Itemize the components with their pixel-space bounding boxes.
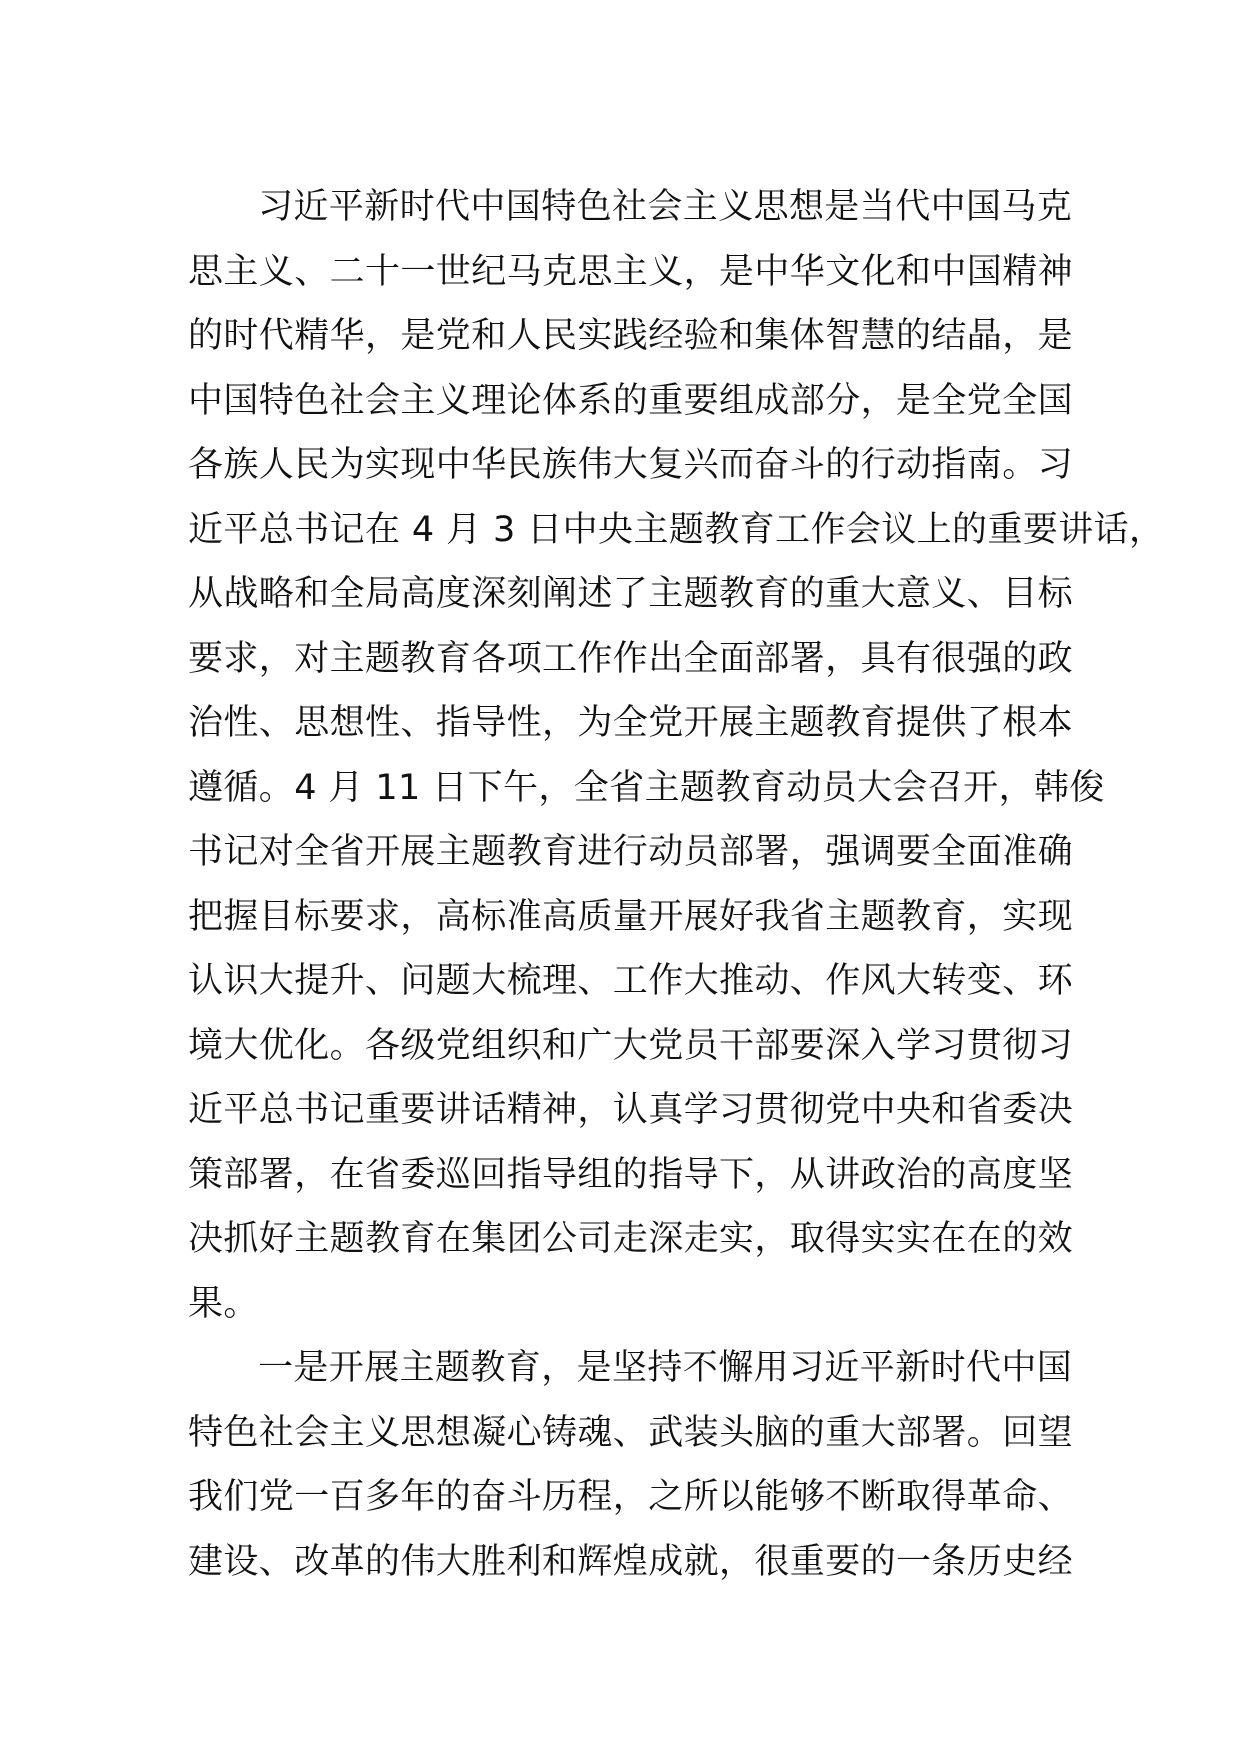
paragraph-line: 果。 — [188, 1283, 259, 1324]
paragraph-line: 思主义、二十一世纪马克思主义，是中华文化和中国精神 — [188, 251, 1074, 292]
paragraph-line: 决抓好主题教育在集团公司走深走实，取得实实在在的效 — [188, 1219, 1074, 1259]
paragraph-line: 境大优化。各级党组织和广大党员干部要深入学习贯彻习 — [188, 1025, 1074, 1066]
paragraph-line: 近平总书记重要讲话精神，认真学习贯彻党中央和省委决 — [188, 1090, 1074, 1130]
paragraph-line: 中国特色社会主义理论体系的重要组成部分，是全党全国 — [188, 380, 1074, 421]
paragraph-line: 我们党一百多年的奋斗历程，之所以能够不断取得革命、 — [188, 1477, 1074, 1517]
paragraph-line: 一是开展主题教育，是坚持不懈用习近平新时代中国 — [258, 1348, 1073, 1388]
paragraph-line: 策部署，在省委巡回指导组的指导下，从讲政治的高度坚 — [188, 1154, 1074, 1195]
paragraph-line: 的时代精华，是党和人民实践经验和集体智慧的结晶，是 — [188, 316, 1074, 356]
paragraph-line: 治性、思想性、指导性，为全党开展主题教育提供了根本 — [188, 703, 1074, 743]
paragraph-line: 近平总书记在 4 月 3 日中央主题教育工作会议上的重要讲话， — [188, 509, 1165, 550]
paragraph-line: 各族人民为实现中华民族伟大复兴而奋斗的行动指南。习 — [188, 445, 1074, 485]
paragraph-line: 特色社会主义思想凝心铸魂、武装头脑的重大部署。回望 — [188, 1412, 1074, 1453]
body-text — [188, 175, 1165, 1594]
paragraph-line: 从战略和全局高度深刻阐述了主题教育的重大意义、目标 — [188, 574, 1074, 614]
paragraph-line: 建设、改革的伟大胜利和辉煌成就，很重要的一条历史经 — [188, 1541, 1074, 1582]
paragraph-line: 认识大提升、问题大梳理、工作大推动、作风大转变、环 — [188, 961, 1074, 1001]
paragraph-line: 遵循。4 月 11 日下午，全省主题教育动员大会召开，韩俊 — [188, 767, 1105, 808]
paragraph-line: 要求，对主题教育各项工作作出全面部署，具有很强的政 — [188, 638, 1074, 679]
paragraph-line: 习近平新时代中国特色社会主义思想是当代中国马克 — [258, 187, 1073, 227]
paragraph-line: 把握目标要求，高标准高质量开展好我省主题教育，实现 — [188, 896, 1074, 937]
paragraph-line: 书记对全省开展主题教育进行动员部署，强调要全面准确 — [188, 832, 1074, 872]
